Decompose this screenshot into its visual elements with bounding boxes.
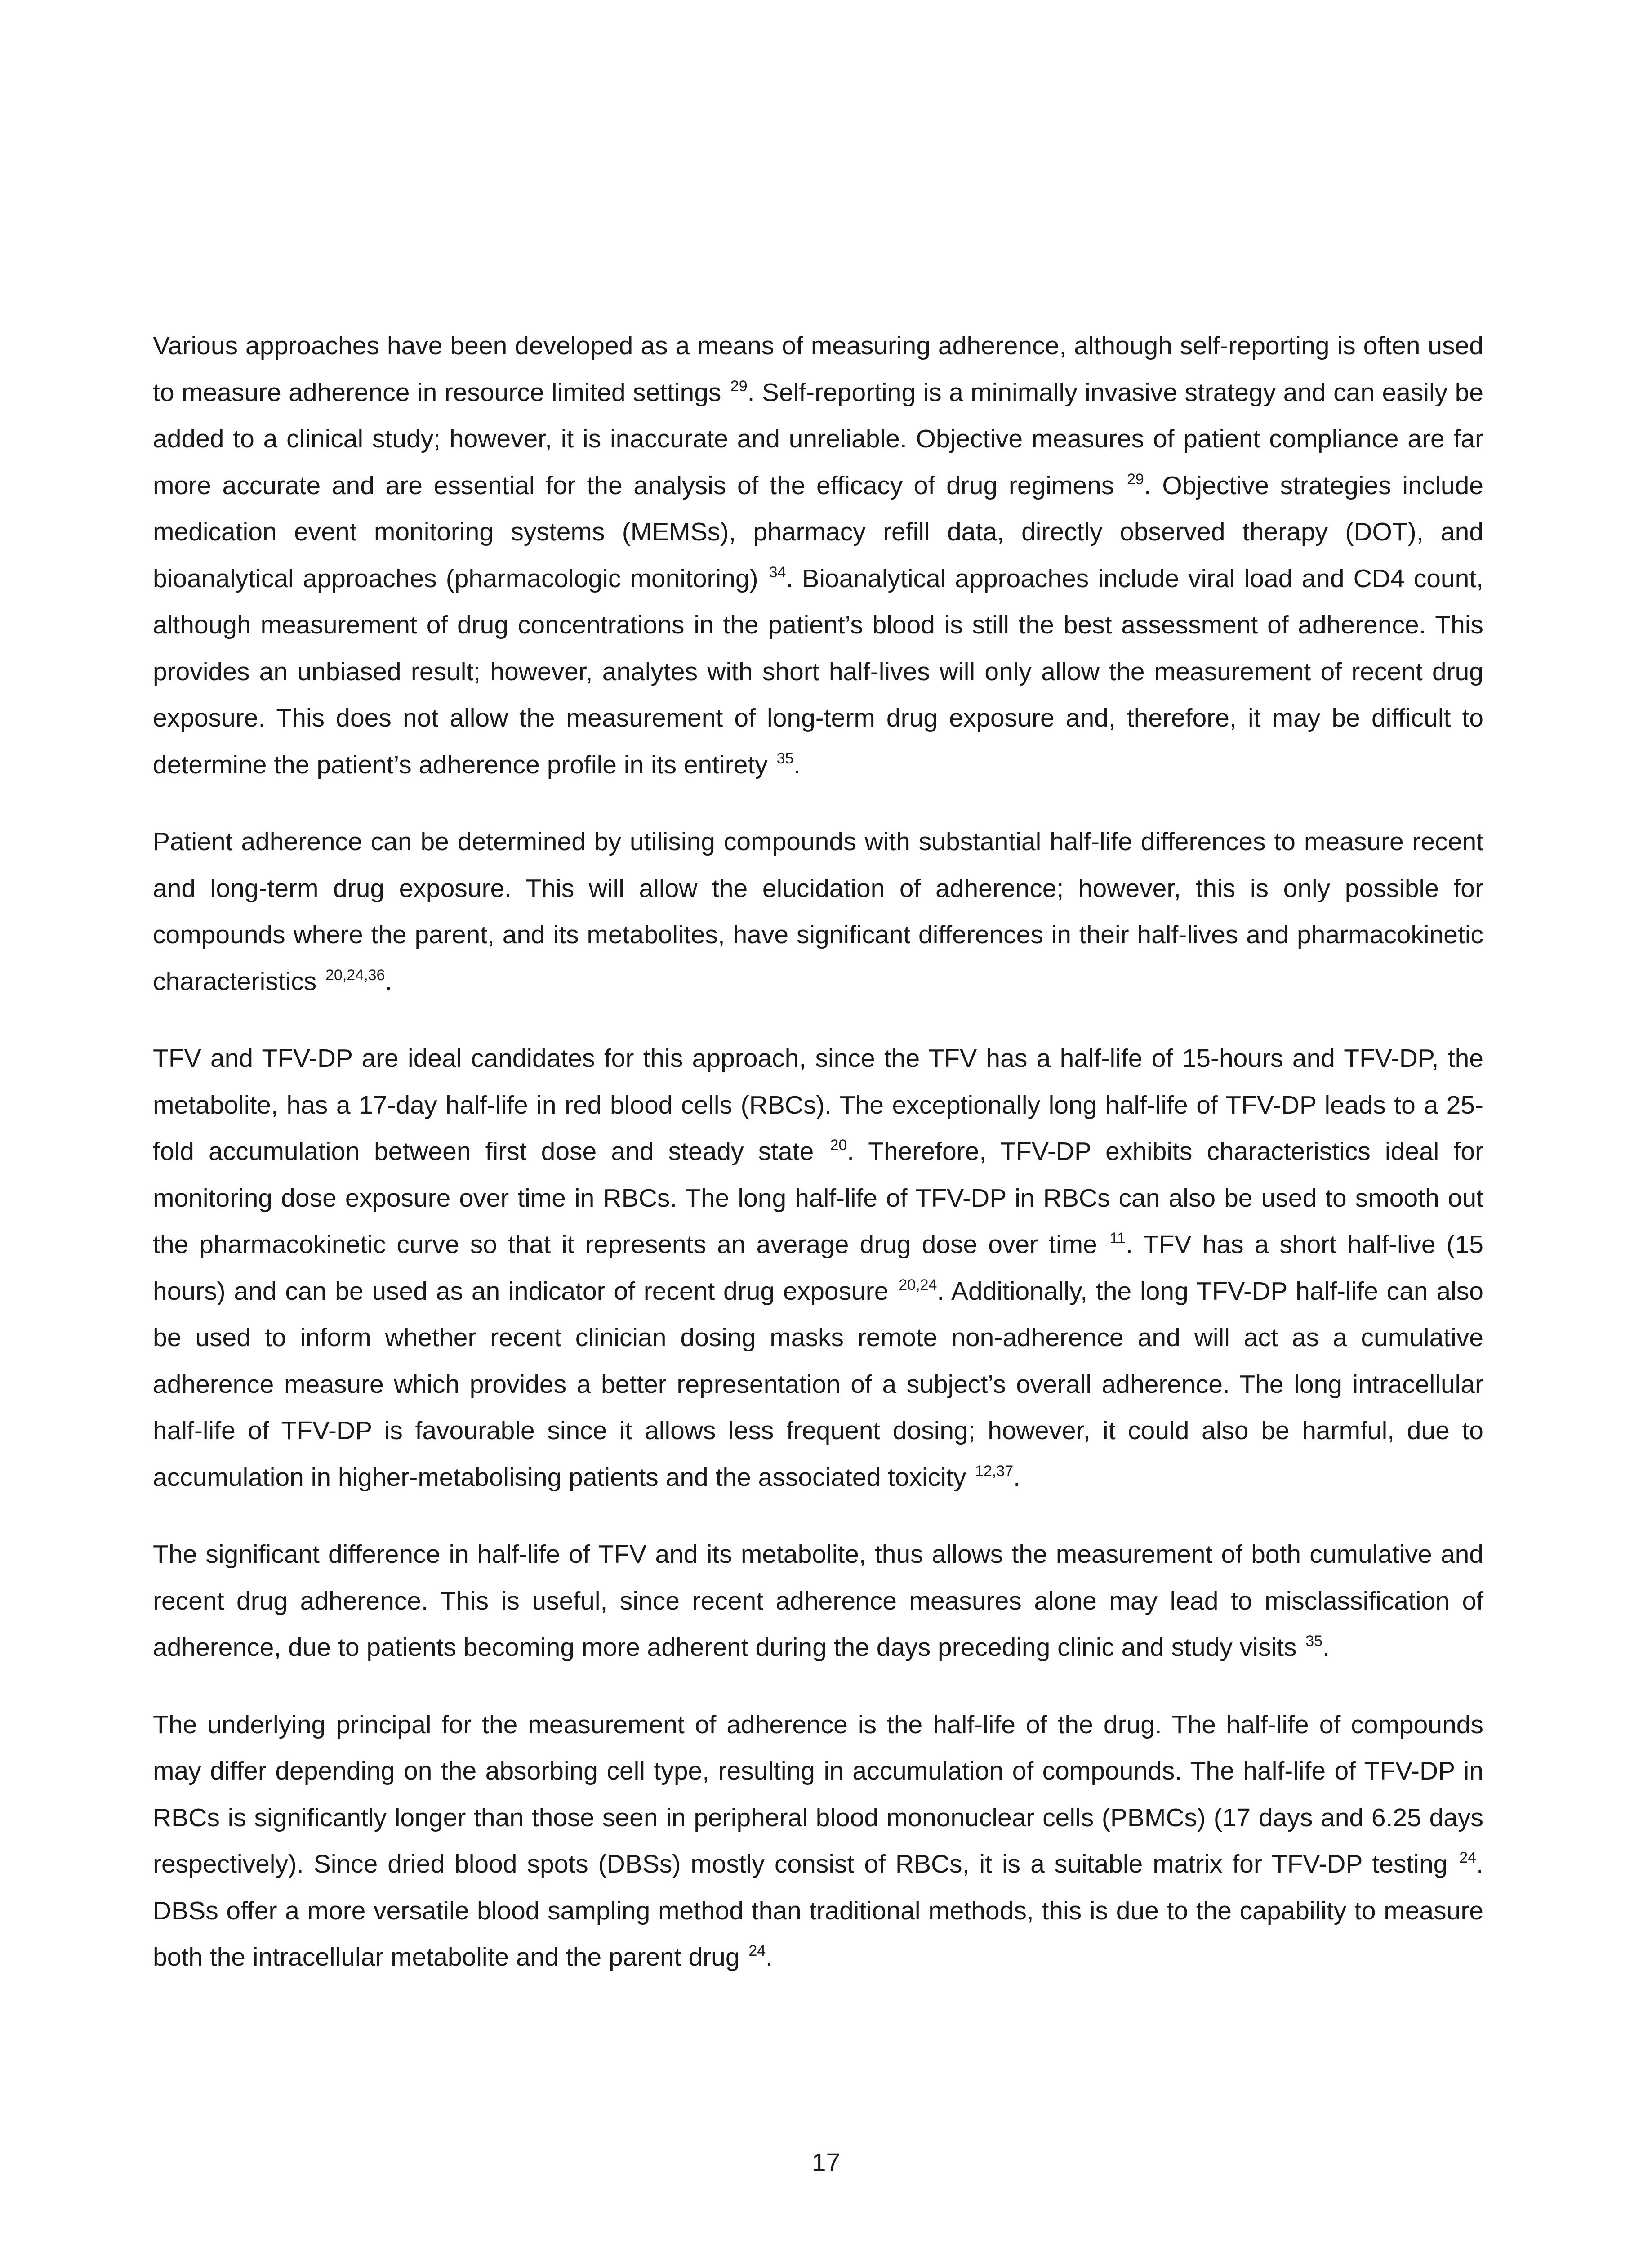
- paragraph-adherence-approaches: [153, 323, 1483, 788]
- citation-superscript: 11: [1109, 1230, 1126, 1247]
- citation-superscript: 12,37: [975, 1462, 1014, 1480]
- text-run: .: [793, 750, 801, 779]
- text-run: Patient adherence can be determined by utilising compounds with substantial half-life differences to measure recent and long-term drug exposure. This will allow the elucidation of adherence; however, this is only possible for compounds where the parent, and its metabolites, have significant differences in their half-lives and pharmacokinetic characteristics: [153, 827, 1483, 996]
- citation-superscript: 20: [830, 1137, 847, 1154]
- text-run: .: [1322, 1633, 1330, 1662]
- page-number: 17: [811, 2148, 841, 2177]
- citation-superscript: 29: [1127, 470, 1144, 488]
- text-run: . Objective strategies include medication event monitoring systems (MEMSs), pharmacy refill data, directly observed therapy (DOT), and bioanalytical approaches (pharmacologic monitoring): [153, 471, 1483, 593]
- text-run: . Therefore, TFV-DP exhibits characteristics ideal for monitoring dose exposure over time in RBCs. The long half-life of TFV-DP in RBCs can also be used to smooth out the pharmacokinetic curve so that it represents an average drug dose over time: [153, 1137, 1484, 1259]
- citation-superscript: 24: [1459, 1849, 1477, 1866]
- text-run: The significant difference in half-life of TFV and its metabolite, thus allows the measurement of both cumulative and recent drug adherence. This is useful, since recent adherence measures alone may lead to misclassification of adherence, due to patients becoming more adherent during the days preceding clinic and study visits: [153, 1540, 1483, 1662]
- text-run: .: [766, 1943, 773, 1971]
- text-run: . Self-reporting is a minimally invasive strategy and can easily be added to a clinical study; however, it is inaccurate and unreliable. Objective measures of patient compliance are far more accurate and are essential for the analysis of the efficacy of drug regimens: [153, 378, 1483, 500]
- text-run: . DBSs offer a more versatile blood sampling method than traditional methods, this is due to the capability to measure both the intracellular metabolite and the parent drug: [153, 1850, 1483, 1971]
- text-run: . Bioanalytical approaches include viral load and CD4 count, although measurement of drug concentrations in the patient’s blood is still the best assessment of adherence. This provides an unbiased result; however, analytes with short half-lives will only allow the measurement of recent drug exposure. This does not allow the measurement of long-term drug exposure and, therefore, it may be difficult to determine the patient’s adherence profile in its entirety: [153, 564, 1483, 779]
- paragraph-half-life-differences: [153, 819, 1483, 1005]
- citation-superscript: 20,24,36: [325, 966, 385, 984]
- text-run: . TFV has a short half-live (15 hours) and can be used as an indicator of recent drug exposure: [153, 1230, 1483, 1306]
- citation-superscript: 29: [730, 377, 748, 395]
- paragraph-cumulative-recent-adherence: [153, 1531, 1483, 1671]
- text-run: Various approaches have been developed as a means of measuring adherence, although self-reporting is often used to measure adherence in resource limited settings: [153, 331, 1483, 407]
- paragraph-measurement-principal: [153, 1702, 1483, 1981]
- body-text: [153, 323, 1483, 2012]
- paragraph-tfv-tfvdp-candidates: [153, 1035, 1483, 1501]
- citation-superscript: 35: [1305, 1632, 1323, 1650]
- citation-superscript: 35: [776, 749, 794, 767]
- text-run: .: [385, 967, 392, 996]
- text-run: .: [1013, 1463, 1020, 1492]
- text-run: The underlying principal for the measurement of adherence is the half-life of the drug. The half-life of compounds may differ depending on the absorbing cell type, resulting in accumulation of compounds. The half-life of TFV-DP in RBCs is significantly longer than those seen in peripheral blood mononuclear cells (PBMCs) (17 days and 6.25 days respectively). Since dried blood spots (DBSs) mostly consist of RBCs, it is a suitable matrix for TFV-DP testing: [153, 1710, 1483, 1878]
- text-run: TFV and TFV-DP are ideal candidates for this approach, since the TFV has a half-life of 15-hours and TFV-DP, the metabolite, has a 17-day half-life in red blood cells (RBCs). The exceptionally long half-life of TFV-DP leads to a 25-fold accumulation between first dose and steady state: [153, 1044, 1483, 1166]
- citation-superscript: 20,24: [899, 1276, 937, 1293]
- citation-superscript: 34: [769, 563, 786, 581]
- text-run: . Additionally, the long TFV-DP half-life can also be used to inform whether recent clinician dosing masks remote non-adherence and will act as a cumulative adherence measure which provides a better representation of a subject’s overall adherence. The long intracellular half-life of TFV-DP is favourable since it allows less frequent dosing; however, it could also be harmful, due to accumulation in higher-metabolising patients and the associated toxicity: [153, 1276, 1483, 1492]
- citation-superscript: 24: [748, 1942, 766, 1959]
